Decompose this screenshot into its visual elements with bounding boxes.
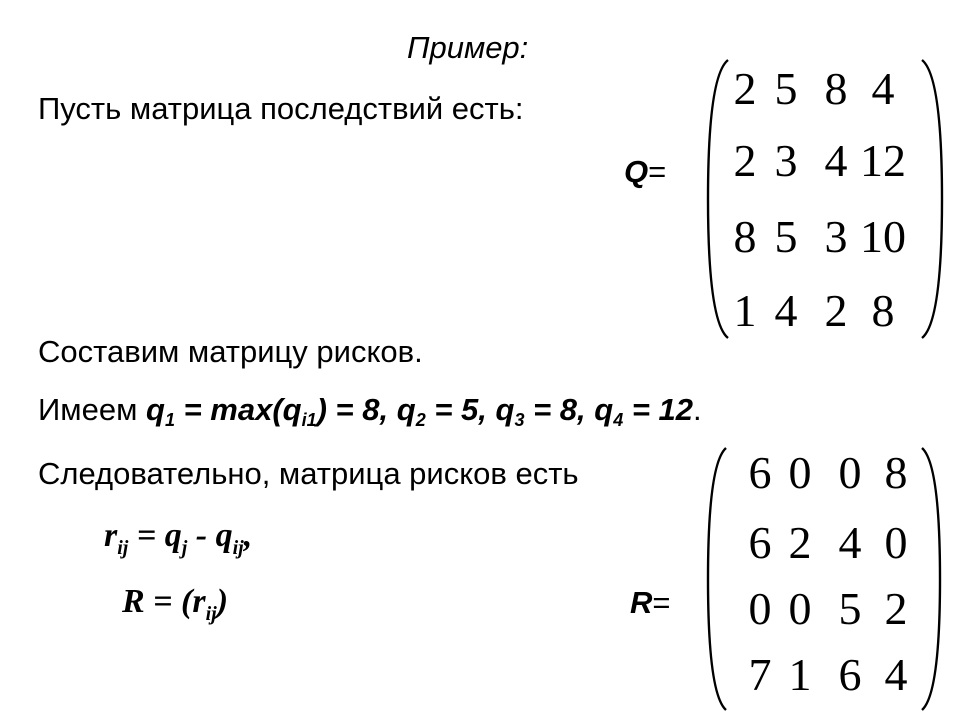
q-matrix-cell-r3-c1: 8 <box>733 211 757 262</box>
r-matrix-cell-r4-c1: 7 <box>748 649 772 700</box>
r-matrix-cell-r2-c2: 2 <box>788 517 812 568</box>
max-value: ) = 8, <box>316 392 397 427</box>
have-suffix: . <box>693 392 702 427</box>
r-equals: = <box>652 585 671 620</box>
r-matrix-cell-r3-c4: 2 <box>884 583 908 634</box>
r-matrix-cell-r4-c2: 1 <box>788 649 812 700</box>
r-matrix-label <box>630 587 671 618</box>
q-matrix-left-paren <box>708 60 728 338</box>
q-matrix-cell-r1-c1: 2 <box>733 63 757 114</box>
q-matrix-cell-r4-c3: 2 <box>824 285 848 336</box>
r-matrix-cell-r1-c2: 0 <box>788 447 812 498</box>
have-prefix: Имеем <box>38 392 147 427</box>
q-matrix-cell-r3-c3: 3 <box>824 211 848 262</box>
r-matrix-cell-r3-c3: 5 <box>838 583 862 634</box>
formula-r-symbol: r <box>104 517 118 554</box>
q2-symbol: q <box>396 392 416 427</box>
q-matrix-cell-r2-c1: 2 <box>733 135 757 186</box>
q1-sub: 1 <box>164 410 175 430</box>
q-matrix-cell-r1-c3: 8 <box>824 63 848 114</box>
r-matrix-right-paren <box>922 448 940 710</box>
intro-text: Пусть матрица последствий есть: <box>38 91 524 126</box>
r-matrix-cell-r3-c1: 0 <box>748 583 772 634</box>
q4-sub: 4 <box>613 410 624 430</box>
q-matrix-cell-r2-c2: 3 <box>774 135 798 186</box>
formula-rij <box>104 519 252 558</box>
max-sub: i1 <box>301 410 317 430</box>
q-matrix-label <box>624 156 666 187</box>
q-matrix-cell-r3-c2: 5 <box>774 211 798 262</box>
q-matrix-cell-r4-c2: 4 <box>774 285 798 336</box>
r-matrix-cell-r1-c3: 0 <box>838 447 862 498</box>
q-equals: = <box>648 154 667 189</box>
slide-heading: Пример: <box>407 30 529 65</box>
formula-R-end: ) <box>216 583 229 620</box>
r-matrix-cell-r2-c3: 4 <box>838 517 862 568</box>
max-text: = max(q <box>174 392 302 427</box>
formula-r-end: , <box>243 517 253 554</box>
q-matrix-cell-r1-c4: 4 <box>871 63 895 114</box>
r-symbol: R <box>630 585 653 620</box>
q-matrix-right-paren <box>922 60 942 338</box>
formula-r-eq: = q <box>128 517 182 554</box>
formula-qj-sub: j <box>181 537 188 559</box>
q-matrix-cell-r4-c1: 1 <box>733 285 757 336</box>
r-matrix-cell-r2-c4: 0 <box>884 517 908 568</box>
formula-minus: - q <box>187 517 233 554</box>
formula-R-sub: ij <box>205 603 217 625</box>
formula-R <box>122 585 228 624</box>
q3-symbol: q <box>495 392 515 427</box>
q-matrix <box>700 56 950 342</box>
have-line <box>38 394 702 429</box>
q3-value: = 8, <box>524 392 595 427</box>
r-matrix-left-paren <box>708 448 726 710</box>
formula-qij-sub: ij <box>232 537 244 559</box>
r-matrix-cell-r1-c1: 6 <box>748 447 772 498</box>
q-values <box>146 392 694 430</box>
q1-symbol: q <box>146 392 165 427</box>
formula-r-sub: ij <box>117 537 129 559</box>
r-matrix-cell-r4-c4: 4 <box>884 649 908 700</box>
q-matrix-cell-r2-c4: 12 <box>860 135 906 186</box>
formula-R-text: R = (r <box>122 583 206 620</box>
risk-intro-text: Составим матрицу рисков. <box>38 334 423 369</box>
r-matrix-cell-r1-c4: 8 <box>884 447 908 498</box>
q4-symbol: q <box>594 392 614 427</box>
therefore-text: Следовательно, матрица рисков есть <box>38 456 579 491</box>
q4-value: = 12 <box>623 392 694 427</box>
r-matrix-cell-r3-c2: 0 <box>788 583 812 634</box>
q2-sub: 2 <box>415 410 426 430</box>
q-symbol: Q <box>624 154 649 189</box>
r-matrix-brackets <box>700 444 950 714</box>
r-matrix-cell-r2-c1: 6 <box>748 517 772 568</box>
r-matrix-cell-r4-c3: 6 <box>838 649 862 700</box>
q3-sub: 3 <box>514 410 525 430</box>
q-matrix-cell-r4-c4: 8 <box>871 285 895 336</box>
q2-value: = 5, <box>425 392 496 427</box>
q-matrix-cell-r1-c2: 5 <box>774 63 798 114</box>
q-matrix-cell-r2-c3: 4 <box>824 135 848 186</box>
q-matrix-cell-r3-c4: 10 <box>860 211 906 262</box>
r-matrix <box>700 444 950 714</box>
